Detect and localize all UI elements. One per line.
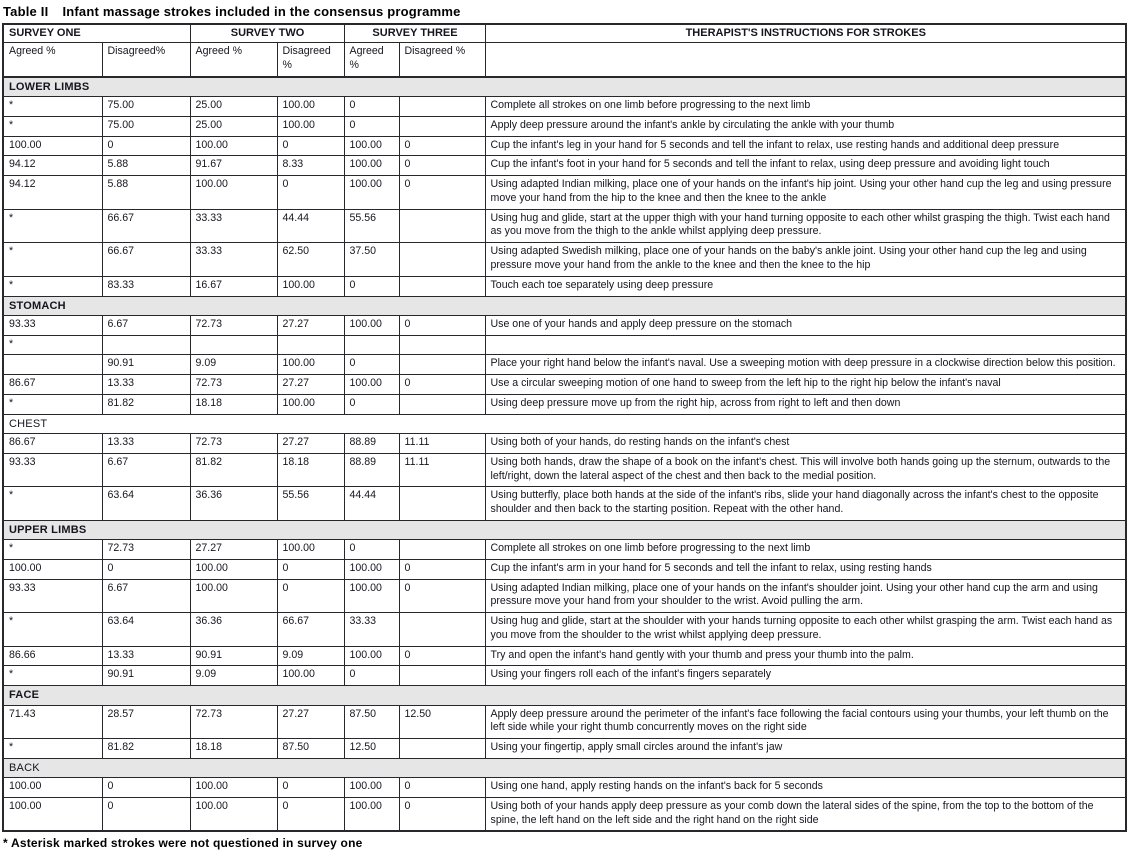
value-cell: 9.09 <box>190 355 277 375</box>
value-cell: 0 <box>102 778 190 798</box>
value-cell: 33.33 <box>190 243 277 277</box>
value-cell: 93.33 <box>3 453 102 487</box>
value-cell: 100.00 <box>3 136 102 156</box>
table-row <box>3 666 1126 686</box>
value-cell <box>399 276 485 296</box>
value-cell: 100.00 <box>277 355 344 375</box>
section-header-row <box>3 296 1126 315</box>
value-cell: 100.00 <box>3 797 102 831</box>
instruction-cell: Using adapted Indian milking, place one of your hands on the infant's shoulder joint. Using your other hand cup the arm and using pressure move your hand from your shoulder to the wrist. Avoid pulling the arm. <box>485 579 1126 613</box>
header-s3-agreed: Agreed % <box>344 43 399 77</box>
instruction-cell: Using your fingers roll each of the infant's fingers separately <box>485 666 1126 686</box>
value-cell: 27.27 <box>277 433 344 453</box>
value-cell: 90.91 <box>102 355 190 375</box>
table-row <box>3 705 1126 739</box>
value-cell: 100.00 <box>344 136 399 156</box>
value-cell: 75.00 <box>102 97 190 117</box>
value-cell <box>399 394 485 414</box>
value-cell: 0 <box>399 315 485 335</box>
table-row <box>3 315 1126 335</box>
value-cell: 6.67 <box>102 579 190 613</box>
instruction-cell: Using both of your hands apply deep pressure as your comb down the lateral sides of the spine, from the top to the bottom of the spine, the left hand on the left side and the right hand on the right side <box>485 797 1126 831</box>
value-cell: 0 <box>277 136 344 156</box>
value-cell: 100.00 <box>344 579 399 613</box>
table-row <box>3 243 1126 277</box>
value-cell <box>190 335 277 355</box>
table-body <box>3 77 1126 832</box>
value-cell: 100.00 <box>277 276 344 296</box>
section-header: BACK <box>3 758 1126 777</box>
table-row <box>3 209 1126 243</box>
value-cell: 100.00 <box>190 559 277 579</box>
value-cell: 90.91 <box>190 646 277 666</box>
value-cell: 33.33 <box>190 209 277 243</box>
value-cell: 12.50 <box>399 705 485 739</box>
value-cell: 83.33 <box>102 276 190 296</box>
value-cell: 100.00 <box>344 778 399 798</box>
value-cell: 37.50 <box>344 243 399 277</box>
table-row <box>3 156 1126 176</box>
value-cell: 100.00 <box>277 540 344 560</box>
value-cell: 100.00 <box>190 176 277 210</box>
value-cell: 0 <box>277 176 344 210</box>
section-header: CHEST <box>3 414 1126 433</box>
value-cell: 0 <box>277 559 344 579</box>
table-row <box>3 646 1126 666</box>
instruction-cell: Use a circular sweeping motion of one hand to sweep from the left hip to the right hip below the infant's naval <box>485 375 1126 395</box>
header-survey-one: SURVEY ONE <box>3 24 190 43</box>
value-cell: 9.09 <box>277 646 344 666</box>
value-cell: 0 <box>399 375 485 395</box>
value-cell: 0 <box>102 797 190 831</box>
instruction-cell: Using adapted Indian milking, place one of your hands on the infant's hip joint. Using your other hand cup the leg and using pressure move your hand from the hip to the knee and then the knee to the ankle <box>485 176 1126 210</box>
value-cell: 36.36 <box>190 613 277 647</box>
value-cell <box>399 613 485 647</box>
value-cell: 27.27 <box>277 705 344 739</box>
value-cell <box>102 335 190 355</box>
section-header-row <box>3 520 1126 539</box>
value-cell <box>3 355 102 375</box>
value-cell <box>399 116 485 136</box>
value-cell: * <box>3 335 102 355</box>
value-cell <box>399 209 485 243</box>
value-cell <box>399 666 485 686</box>
value-cell: 94.12 <box>3 176 102 210</box>
value-cell <box>399 739 485 759</box>
value-cell: 36.36 <box>190 487 277 521</box>
value-cell: 0 <box>344 355 399 375</box>
value-cell <box>277 335 344 355</box>
value-cell: 0 <box>399 797 485 831</box>
instruction-cell: Complete all strokes on one limb before progressing to the next limb <box>485 540 1126 560</box>
value-cell: 86.67 <box>3 375 102 395</box>
value-cell: 86.66 <box>3 646 102 666</box>
section-header-row <box>3 414 1126 433</box>
value-cell: 90.91 <box>102 666 190 686</box>
instruction-cell: Using deep pressure move up from the right hip, across from right to left and then down <box>485 394 1126 414</box>
instruction-cell: Cup the infant's arm in your hand for 5 seconds and tell the infant to relax, using resting hands <box>485 559 1126 579</box>
header-survey-three: SURVEY THREE <box>344 24 485 43</box>
value-cell: 6.67 <box>102 453 190 487</box>
table-row <box>3 394 1126 414</box>
value-cell: 28.57 <box>102 705 190 739</box>
value-cell: 44.44 <box>344 487 399 521</box>
value-cell: 0 <box>399 646 485 666</box>
table-number: Table II <box>3 4 49 19</box>
value-cell: 100.00 <box>277 97 344 117</box>
instruction-cell: Cup the infant's leg in your hand for 5 seconds and tell the infant to relax, use resting hands and additional deep pressure <box>485 136 1126 156</box>
value-cell <box>344 335 399 355</box>
table-row <box>3 355 1126 375</box>
table-row <box>3 453 1126 487</box>
value-cell: 91.67 <box>190 156 277 176</box>
instruction-cell: Using both hands, draw the shape of a book on the infant's chest. This will involve both hands going up the sternum, outwards to the left/right, down the lateral aspect of the chest and then back to the medial position. <box>485 453 1126 487</box>
value-cell: 13.33 <box>102 433 190 453</box>
header-survey-two: SURVEY TWO <box>190 24 344 43</box>
value-cell: 0 <box>399 176 485 210</box>
value-cell: 25.00 <box>190 97 277 117</box>
value-cell: 11.11 <box>399 433 485 453</box>
header-s1-disagreed: Disagreed% <box>102 43 190 77</box>
value-cell: 8.33 <box>277 156 344 176</box>
instruction-cell: Complete all strokes on one limb before progressing to the next limb <box>485 97 1126 117</box>
value-cell <box>399 97 485 117</box>
value-cell: 0 <box>102 136 190 156</box>
value-cell: 81.82 <box>102 394 190 414</box>
value-cell: 12.50 <box>344 739 399 759</box>
value-cell: 0 <box>277 579 344 613</box>
value-cell: * <box>3 666 102 686</box>
value-cell: 0 <box>344 116 399 136</box>
table-row <box>3 797 1126 831</box>
value-cell: 25.00 <box>190 116 277 136</box>
value-cell: 18.18 <box>190 739 277 759</box>
instruction-cell: Use one of your hands and apply deep pressure on the stomach <box>485 315 1126 335</box>
instruction-cell: Apply deep pressure around the perimeter of the infant's face following the facial contours using your thumbs, your left thumb on the left side while your right thumb concurrently moves on the right side <box>485 705 1126 739</box>
table-row <box>3 276 1126 296</box>
value-cell: * <box>3 97 102 117</box>
value-cell <box>399 355 485 375</box>
value-cell: 100.00 <box>190 579 277 613</box>
value-cell: 100.00 <box>344 176 399 210</box>
value-cell: 0 <box>399 778 485 798</box>
value-cell: 66.67 <box>277 613 344 647</box>
header-s3-disagreed: Disagreed % <box>399 43 485 77</box>
value-cell: 11.11 <box>399 453 485 487</box>
value-cell: 93.33 <box>3 315 102 335</box>
footnote: * Asterisk marked strokes were not questioned in survey one <box>3 836 363 851</box>
value-cell: 0 <box>344 276 399 296</box>
value-cell: 0 <box>399 136 485 156</box>
section-header: LOWER LIMBS <box>3 77 1126 97</box>
table-row <box>3 375 1126 395</box>
value-cell: 63.64 <box>102 487 190 521</box>
instruction-cell: Using one hand, apply resting hands on the infant's back for 5 seconds <box>485 778 1126 798</box>
instruction-cell: Touch each toe separately using deep pressure <box>485 276 1126 296</box>
instruction-cell: Cup the infant's foot in your hand for 5 seconds and tell the infant to relax, using deep pressure and avoiding light touch <box>485 156 1126 176</box>
header-s2-disagreed: Disagreed % <box>277 43 344 77</box>
value-cell: 72.73 <box>190 433 277 453</box>
instruction-cell: Place your right hand below the infant's naval. Use a sweeping motion with deep pressure in a clockwise direction below this position. <box>485 355 1126 375</box>
table-row <box>3 540 1126 560</box>
value-cell: * <box>3 276 102 296</box>
instruction-cell: Try and open the infant's hand gently with your thumb and press your thumb into the palm. <box>485 646 1126 666</box>
table-caption: Infant massage strokes included in the consensus programme <box>62 4 461 19</box>
section-header: UPPER LIMBS <box>3 520 1126 539</box>
table-header <box>3 24 1126 77</box>
value-cell: * <box>3 739 102 759</box>
instruction-cell: Using your fingertip, apply small circles around the infant's jaw <box>485 739 1126 759</box>
value-cell: 9.09 <box>190 666 277 686</box>
value-cell: 100.00 <box>277 666 344 686</box>
value-cell <box>399 335 485 355</box>
value-cell: 0 <box>344 540 399 560</box>
group-header-row <box>3 24 1126 43</box>
value-cell: * <box>3 243 102 277</box>
value-cell: 5.88 <box>102 176 190 210</box>
value-cell: 93.33 <box>3 579 102 613</box>
consensus-table <box>2 23 1127 832</box>
value-cell: 55.56 <box>344 209 399 243</box>
value-cell: 100.00 <box>277 394 344 414</box>
value-cell: 100.00 <box>344 559 399 579</box>
value-cell: 62.50 <box>277 243 344 277</box>
value-cell: 6.67 <box>102 315 190 335</box>
table-row <box>3 97 1126 117</box>
value-cell: 81.82 <box>102 739 190 759</box>
value-cell: 0 <box>399 559 485 579</box>
instruction-cell: Using butterfly, place both hands at the side of the infant's ribs, slide your hand diagonally across the infant's chest to the opposite shoulder and then back to the starting position. Repeat with the other hand. <box>485 487 1126 521</box>
instruction-cell: Using both of your hands, do resting hands on the infant's chest <box>485 433 1126 453</box>
table-row <box>3 335 1126 355</box>
value-cell: 100.00 <box>190 797 277 831</box>
value-cell: * <box>3 116 102 136</box>
value-cell: 100.00 <box>190 778 277 798</box>
value-cell: 100.00 <box>344 156 399 176</box>
value-cell: 63.64 <box>102 613 190 647</box>
section-header-row <box>3 686 1126 705</box>
value-cell: 72.73 <box>102 540 190 560</box>
value-cell: 87.50 <box>344 705 399 739</box>
value-cell: 66.67 <box>102 209 190 243</box>
header-instructions: THERAPIST'S INSTRUCTIONS FOR STROKES <box>485 24 1126 43</box>
value-cell: 27.27 <box>190 540 277 560</box>
value-cell: 13.33 <box>102 646 190 666</box>
value-cell <box>399 540 485 560</box>
value-cell: 27.27 <box>277 315 344 335</box>
instruction-cell: Using adapted Swedish milking, place one of your hands on the baby's ankle joint. Using your other hand cup the leg and using pressure move your hand from the ankle to the knee and then the knee to the hip <box>485 243 1126 277</box>
section-header-row <box>3 758 1126 777</box>
value-cell: 71.43 <box>3 705 102 739</box>
value-cell: 18.18 <box>190 394 277 414</box>
value-cell: 100.00 <box>344 315 399 335</box>
value-cell: 75.00 <box>102 116 190 136</box>
value-cell: 16.67 <box>190 276 277 296</box>
value-cell: 0 <box>399 156 485 176</box>
table-row <box>3 778 1126 798</box>
instruction-cell: Using hug and glide, start at the upper thigh with your hand turning opposite to each other whilst grasping the thigh. Twist each hand as you move from the thigh to the ankle whilst applying deep pressure. <box>485 209 1126 243</box>
value-cell: 0 <box>344 666 399 686</box>
instruction-cell <box>485 335 1126 355</box>
value-cell: 88.89 <box>344 433 399 453</box>
table-row <box>3 559 1126 579</box>
value-cell: 100.00 <box>3 778 102 798</box>
value-cell: 94.12 <box>3 156 102 176</box>
value-cell: 0 <box>277 797 344 831</box>
header-s1-agreed: Agreed % <box>3 43 102 77</box>
value-cell: 72.73 <box>190 315 277 335</box>
value-cell: * <box>3 487 102 521</box>
table-row <box>3 176 1126 210</box>
value-cell: 0 <box>277 778 344 798</box>
value-cell: * <box>3 613 102 647</box>
header-s2-agreed: Agreed % <box>190 43 277 77</box>
value-cell: * <box>3 209 102 243</box>
value-cell: 100.00 <box>344 375 399 395</box>
value-cell: 18.18 <box>277 453 344 487</box>
value-cell: 0 <box>344 394 399 414</box>
section-header-row <box>3 77 1126 97</box>
value-cell: 33.33 <box>344 613 399 647</box>
value-cell: 66.67 <box>102 243 190 277</box>
value-cell <box>399 243 485 277</box>
value-cell: 86.67 <box>3 433 102 453</box>
value-cell: 72.73 <box>190 705 277 739</box>
value-cell: 0 <box>399 579 485 613</box>
value-cell: * <box>3 394 102 414</box>
value-cell: 5.88 <box>102 156 190 176</box>
value-cell: 100.00 <box>344 797 399 831</box>
value-cell: 100.00 <box>190 136 277 156</box>
header-instructions-blank <box>485 43 1126 77</box>
value-cell: 100.00 <box>3 559 102 579</box>
value-cell: 44.44 <box>277 209 344 243</box>
value-cell: 72.73 <box>190 375 277 395</box>
value-cell <box>399 487 485 521</box>
table-row <box>3 613 1126 647</box>
table-row <box>3 116 1126 136</box>
section-header: STOMACH <box>3 296 1126 315</box>
table-row <box>3 433 1126 453</box>
table-row <box>3 487 1126 521</box>
table-title <box>3 4 1126 19</box>
value-cell: 100.00 <box>277 116 344 136</box>
table-row <box>3 136 1126 156</box>
value-cell: 81.82 <box>190 453 277 487</box>
sub-header-row <box>3 43 1126 77</box>
instruction-cell: Apply deep pressure around the infant's ankle by circulating the ankle with your thumb <box>485 116 1126 136</box>
value-cell: * <box>3 540 102 560</box>
table-row <box>3 579 1126 613</box>
value-cell: 55.56 <box>277 487 344 521</box>
value-cell: 13.33 <box>102 375 190 395</box>
value-cell: 87.50 <box>277 739 344 759</box>
section-header: FACE <box>3 686 1126 705</box>
instruction-cell: Using hug and glide, start at the shoulder with your hands turning opposite to each other whilst grasping the arm. Twist each hand as you move from the shoulder to the wrist whilst applying deep pressure. <box>485 613 1126 647</box>
value-cell: 0 <box>344 97 399 117</box>
value-cell: 100.00 <box>344 646 399 666</box>
table-row <box>3 739 1126 759</box>
value-cell: 88.89 <box>344 453 399 487</box>
value-cell: 27.27 <box>277 375 344 395</box>
value-cell: 0 <box>102 559 190 579</box>
